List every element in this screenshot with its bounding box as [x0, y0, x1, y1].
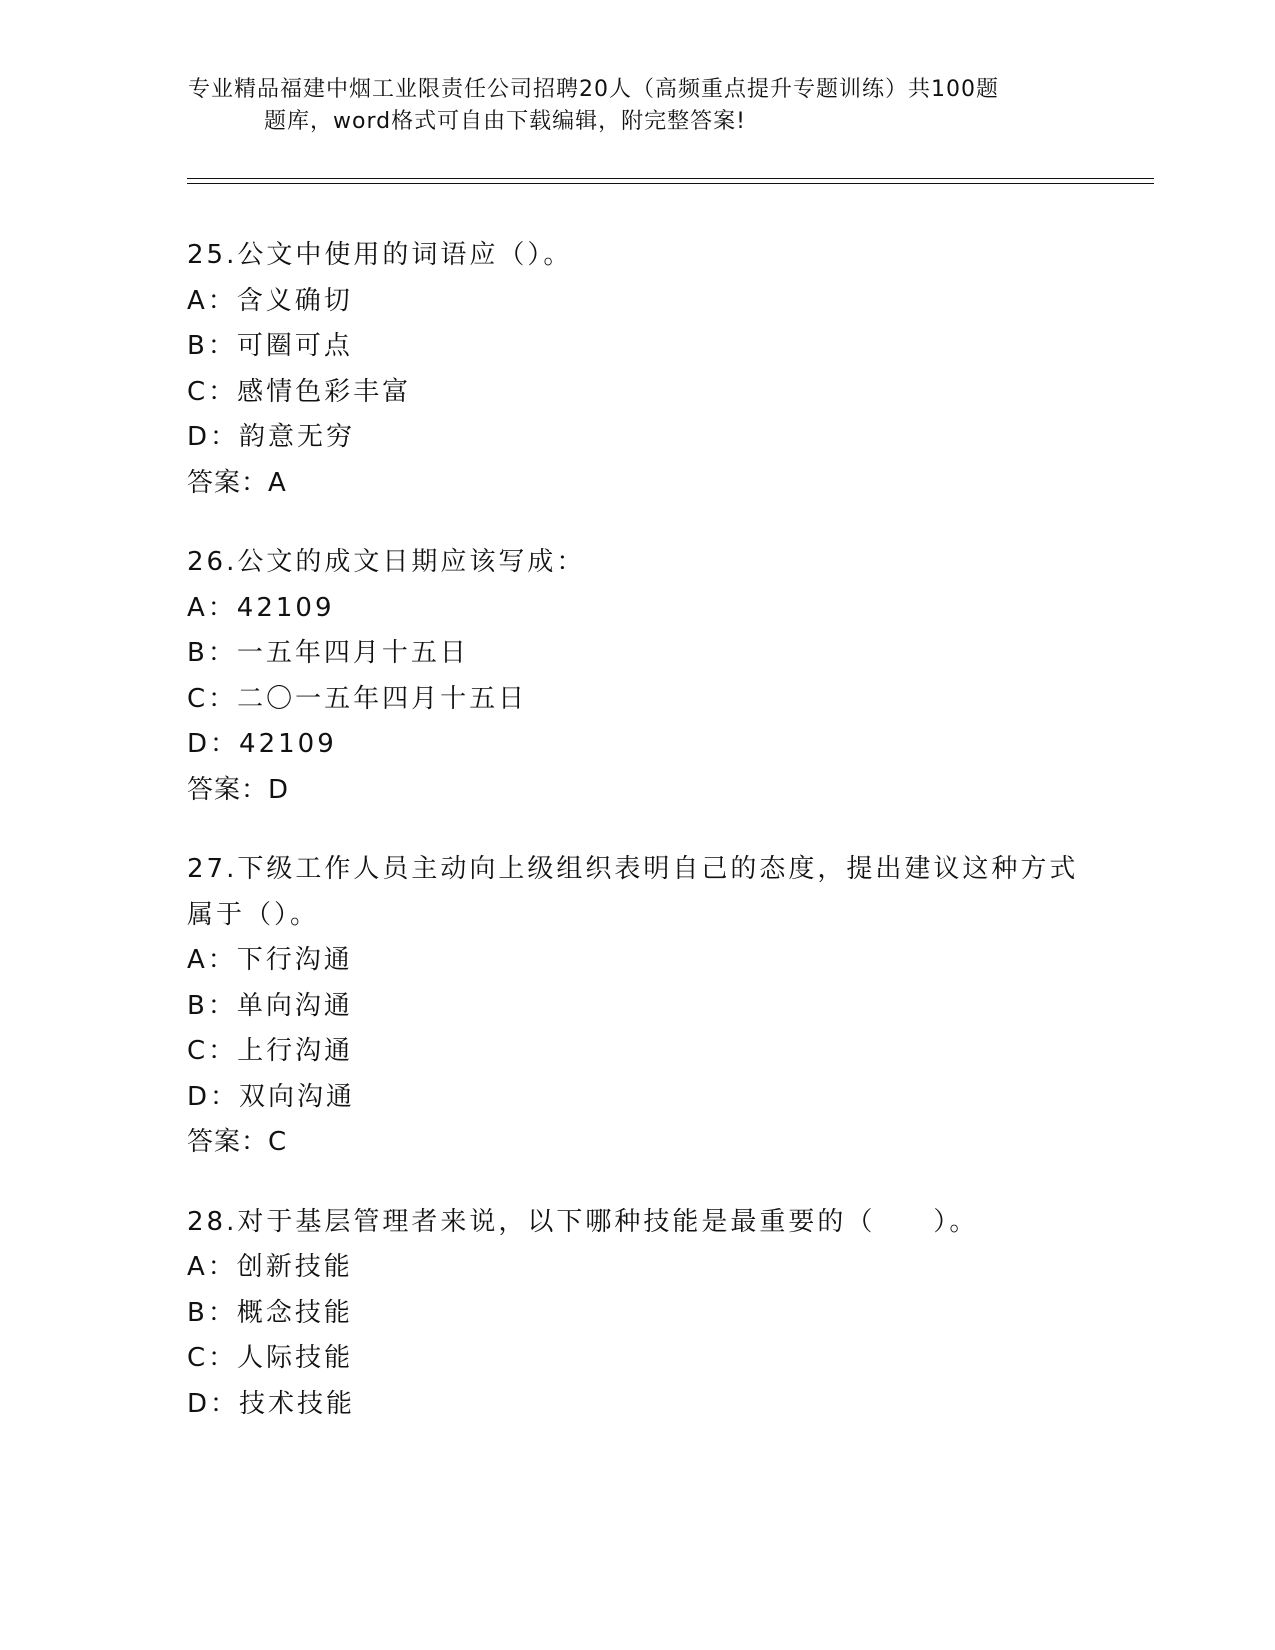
answer-line: 答案：D: [187, 774, 290, 805]
option-c: C：人际技能: [187, 1343, 354, 1373]
question-stem: 26.公文的成文日期应该写成：: [187, 547, 586, 577]
question-28: [187, 1200, 1087, 1428]
option-c: C：感情色彩丰富: [187, 376, 412, 407]
option-a: A：下行沟通: [187, 945, 353, 975]
option-d: D：韵意无穷: [187, 422, 356, 452]
answer-line: 答案：C: [187, 1127, 288, 1157]
header-title-line-2: 题库，word格式可自由下载编辑，附完整答案!: [264, 109, 746, 134]
option-b: B：可圈可点: [187, 331, 353, 361]
answer-line: 答案：A: [187, 467, 287, 498]
header-divider-top: [187, 178, 1154, 179]
option-c: C：上行沟通: [187, 1036, 354, 1066]
option-b: B：一五年四月十五日: [187, 638, 469, 668]
question-stem: 25.公文中使用的词语应（）。: [187, 240, 573, 270]
option-a: A：创新技能: [187, 1252, 353, 1282]
header-divider-bottom: [187, 183, 1154, 184]
option-b: B：单向沟通: [187, 990, 353, 1021]
question-27: [187, 847, 1087, 1166]
option-d: D：双向沟通: [187, 1081, 356, 1112]
question-25: [187, 233, 1087, 506]
document-header: [188, 74, 1088, 138]
question-stem: 27.下级工作人员主动向上级组织表明自己的态度，提出建议这种方式: [187, 854, 1079, 884]
option-a: A：含义确切: [187, 285, 353, 316]
question-26: [187, 540, 1087, 813]
option-c: C：二〇一五年四月十五日: [187, 683, 528, 714]
header-title-line-1: 专业精品福建中烟工业限责任公司招聘20人（高频重点提升专题训练）共100题: [188, 77, 999, 102]
question-stem-continued: 属于（）。: [187, 899, 320, 930]
option-d: D：42109: [187, 729, 337, 759]
option-a: A：42109: [187, 592, 335, 623]
question-stem: 28.对于基层管理者来说，以下哪种技能是最重要的（ ）。: [187, 1206, 979, 1237]
question-list: [187, 233, 1087, 1461]
option-b: B：概念技能: [187, 1297, 353, 1328]
option-d: D：技术技能: [187, 1388, 356, 1419]
